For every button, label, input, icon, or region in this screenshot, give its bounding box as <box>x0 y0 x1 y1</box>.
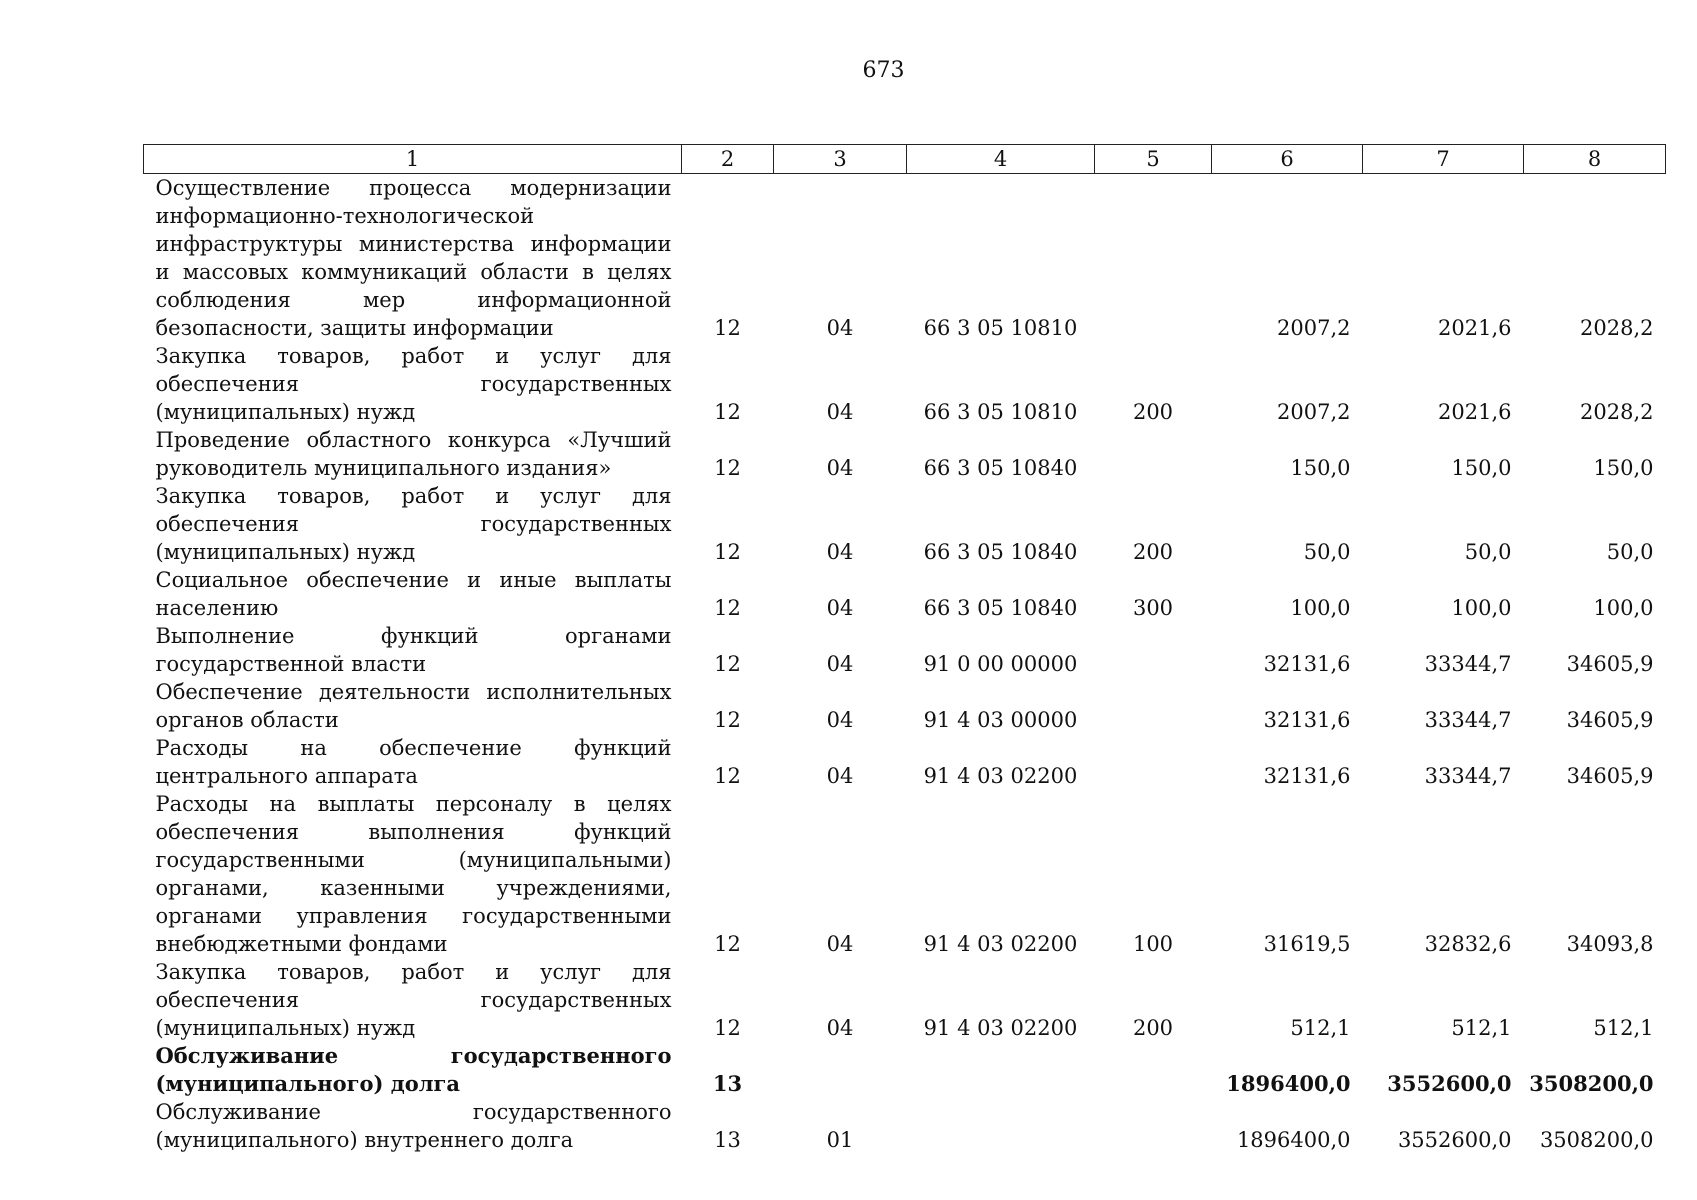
row-amount-year1-cell: 2007,2 <box>1277 316 1351 340</box>
row-amount-year1-cell: 32131,6 <box>1263 652 1351 676</box>
column-header: 5 <box>1095 145 1212 174</box>
budget-table <box>143 144 1666 1154</box>
row-expense-type-cell: 100 <box>1132 932 1174 956</box>
row-section-cell: 12 <box>714 764 741 788</box>
row-subsection-cell <box>774 1042 907 1098</box>
row-expense-type-cell <box>1095 1042 1212 1098</box>
row-section-cell: 12 <box>714 400 741 424</box>
row-amount-year3-cell: 50,0 <box>1606 540 1654 564</box>
row-section-cell: 12 <box>714 540 741 564</box>
row-expense-type-cell <box>1095 426 1212 482</box>
row-section-cell: 12 <box>714 456 741 480</box>
row-amount-year3-cell: 150,0 <box>1593 456 1654 480</box>
row-subsection-cell: 04 <box>826 540 854 564</box>
row-name-cell: Расходы на обеспечение функций центрального аппарата <box>155 736 672 788</box>
row-name-cell: Выполнение функций органами государственной власти <box>155 624 672 676</box>
table-row <box>144 342 1666 426</box>
table-row <box>144 958 1666 1042</box>
row-subsection-cell: 04 <box>826 708 854 732</box>
table-row <box>144 566 1666 622</box>
row-target-article-cell: 66 3 05 10840 <box>923 596 1078 620</box>
table-row <box>144 426 1666 482</box>
row-amount-year2-cell: 33344,7 <box>1424 652 1512 676</box>
row-amount-year1-cell: 2007,2 <box>1277 400 1351 424</box>
row-name-cell: Осуществление процесса модернизации информационно-технологической инфраструктуры министерства информации и массовых коммуникаций области в целях соблюдения мер информационной безопасности, защиты информации <box>155 176 672 340</box>
row-expense-type-cell: 300 <box>1132 596 1174 620</box>
row-subsection-cell: 04 <box>826 1016 854 1040</box>
row-amount-year2-cell: 150,0 <box>1451 456 1512 480</box>
row-name-cell: Обеспечение деятельности исполнительных органов области <box>155 680 672 732</box>
row-amount-year3-cell: 34093,8 <box>1566 932 1654 956</box>
row-target-article-cell: 66 3 05 10810 <box>923 316 1078 340</box>
row-name-cell: Социальное обеспечение и иные выплаты населению <box>155 568 672 620</box>
table-row <box>144 622 1666 678</box>
row-amount-year1-cell: 150,0 <box>1290 456 1351 480</box>
row-expense-type-cell <box>1095 734 1212 790</box>
row-expense-type-cell: 200 <box>1132 1016 1174 1040</box>
row-target-article-cell: 66 3 05 10840 <box>923 540 1078 564</box>
column-header: 2 <box>682 145 774 174</box>
table-row <box>144 734 1666 790</box>
table-row <box>144 790 1666 958</box>
row-name-cell: Обслуживание государственного (муниципального) долга <box>155 1043 672 1096</box>
row-amount-year1-cell: 512,1 <box>1290 1016 1351 1040</box>
column-header: 1 <box>144 145 682 174</box>
row-amount-year1-cell: 1896400,0 <box>1236 1128 1351 1152</box>
row-name-cell: Проведение областного конкурса «Лучший руководитель муниципального издания» <box>155 428 672 480</box>
row-subsection-cell: 04 <box>826 400 854 424</box>
row-section-cell: 12 <box>714 932 741 956</box>
row-target-article-cell: 66 3 05 10810 <box>923 400 1078 424</box>
row-amount-year2-cell: 3552600,0 <box>1387 1071 1512 1096</box>
row-amount-year2-cell: 33344,7 <box>1424 708 1512 732</box>
row-section-cell: 13 <box>714 1128 741 1152</box>
page-number: 673 <box>862 58 905 83</box>
row-section-cell: 12 <box>714 596 741 620</box>
row-target-article-cell <box>907 1042 1095 1098</box>
table-body <box>144 174 1666 1155</box>
row-target-article-cell: 91 4 03 00000 <box>923 708 1078 732</box>
row-expense-type-cell <box>1095 174 1212 343</box>
row-amount-year3-cell: 512,1 <box>1593 1016 1654 1040</box>
row-expense-type-cell: 200 <box>1132 540 1174 564</box>
row-target-article-cell: 91 0 00 00000 <box>923 652 1078 676</box>
row-amount-year3-cell: 34605,9 <box>1566 764 1654 788</box>
row-expense-type-cell <box>1095 1098 1212 1154</box>
column-header: 4 <box>907 145 1095 174</box>
row-amount-year1-cell: 32131,6 <box>1263 708 1351 732</box>
row-amount-year1-cell: 1896400,0 <box>1226 1071 1351 1096</box>
row-subsection-cell: 01 <box>826 1128 854 1152</box>
row-section-cell: 12 <box>714 708 741 732</box>
row-amount-year2-cell: 3552600,0 <box>1397 1128 1512 1152</box>
table-row <box>144 678 1666 734</box>
row-target-article-cell: 91 4 03 02200 <box>923 932 1078 956</box>
row-expense-type-cell <box>1095 678 1212 734</box>
row-amount-year3-cell: 3508200,0 <box>1529 1071 1654 1096</box>
row-section-cell: 12 <box>714 1016 741 1040</box>
row-amount-year1-cell: 50,0 <box>1303 540 1351 564</box>
row-amount-year1-cell: 31619,5 <box>1263 932 1351 956</box>
row-section-cell: 12 <box>714 652 741 676</box>
row-amount-year2-cell: 512,1 <box>1451 1016 1512 1040</box>
table-row <box>144 174 1666 343</box>
table-row <box>144 1042 1666 1098</box>
row-section-cell: 12 <box>714 316 741 340</box>
row-amount-year1-cell: 32131,6 <box>1263 764 1351 788</box>
row-section-cell: 13 <box>712 1071 743 1096</box>
row-amount-year2-cell: 32832,6 <box>1424 932 1512 956</box>
row-amount-year3-cell: 2028,2 <box>1580 400 1654 424</box>
row-amount-year1-cell: 100,0 <box>1290 596 1351 620</box>
row-expense-type-cell <box>1095 622 1212 678</box>
column-header: 3 <box>774 145 907 174</box>
table-row <box>144 482 1666 566</box>
row-name-cell: Расходы на выплаты персоналу в целях обеспечения выполнения функций государственными (муниципальными) органами, казенными учреждениями, органами управления государственными внебюджетными фондами <box>155 792 672 956</box>
row-subsection-cell: 04 <box>826 456 854 480</box>
row-target-article-cell: 91 4 03 02200 <box>923 764 1078 788</box>
row-amount-year2-cell: 100,0 <box>1451 596 1512 620</box>
row-name-cell: Обслуживание государственного (муниципального) внутреннего долга <box>155 1100 672 1152</box>
column-header: 8 <box>1524 145 1666 174</box>
row-amount-year2-cell: 50,0 <box>1464 540 1512 564</box>
row-amount-year2-cell: 33344,7 <box>1424 764 1512 788</box>
column-header: 7 <box>1363 145 1524 174</box>
row-name-cell: Закупка товаров, работ и услуг для обеспечения государственных (муниципальных) нужд <box>155 960 672 1040</box>
table-row <box>144 1098 1666 1154</box>
row-target-article-cell: 66 3 05 10840 <box>923 456 1078 480</box>
table-header-row <box>144 145 1666 174</box>
column-header: 6 <box>1212 145 1363 174</box>
row-amount-year3-cell: 34605,9 <box>1566 652 1654 676</box>
row-amount-year2-cell: 2021,6 <box>1438 400 1512 424</box>
row-subsection-cell: 04 <box>826 652 854 676</box>
row-amount-year3-cell: 100,0 <box>1593 596 1654 620</box>
row-amount-year3-cell: 34605,9 <box>1566 708 1654 732</box>
row-subsection-cell: 04 <box>826 932 854 956</box>
row-amount-year3-cell: 3508200,0 <box>1539 1128 1654 1152</box>
row-expense-type-cell: 200 <box>1132 400 1174 424</box>
row-subsection-cell: 04 <box>826 596 854 620</box>
row-subsection-cell: 04 <box>826 316 854 340</box>
row-amount-year2-cell: 2021,6 <box>1438 316 1512 340</box>
row-subsection-cell: 04 <box>826 764 854 788</box>
row-name-cell: Закупка товаров, работ и услуг для обеспечения государственных (муниципальных) нужд <box>155 344 672 424</box>
row-name-cell: Закупка товаров, работ и услуг для обеспечения государственных (муниципальных) нужд <box>155 484 672 564</box>
row-target-article-cell: 91 4 03 02200 <box>923 1016 1078 1040</box>
row-target-article-cell <box>907 1098 1095 1154</box>
row-amount-year3-cell: 2028,2 <box>1580 316 1654 340</box>
